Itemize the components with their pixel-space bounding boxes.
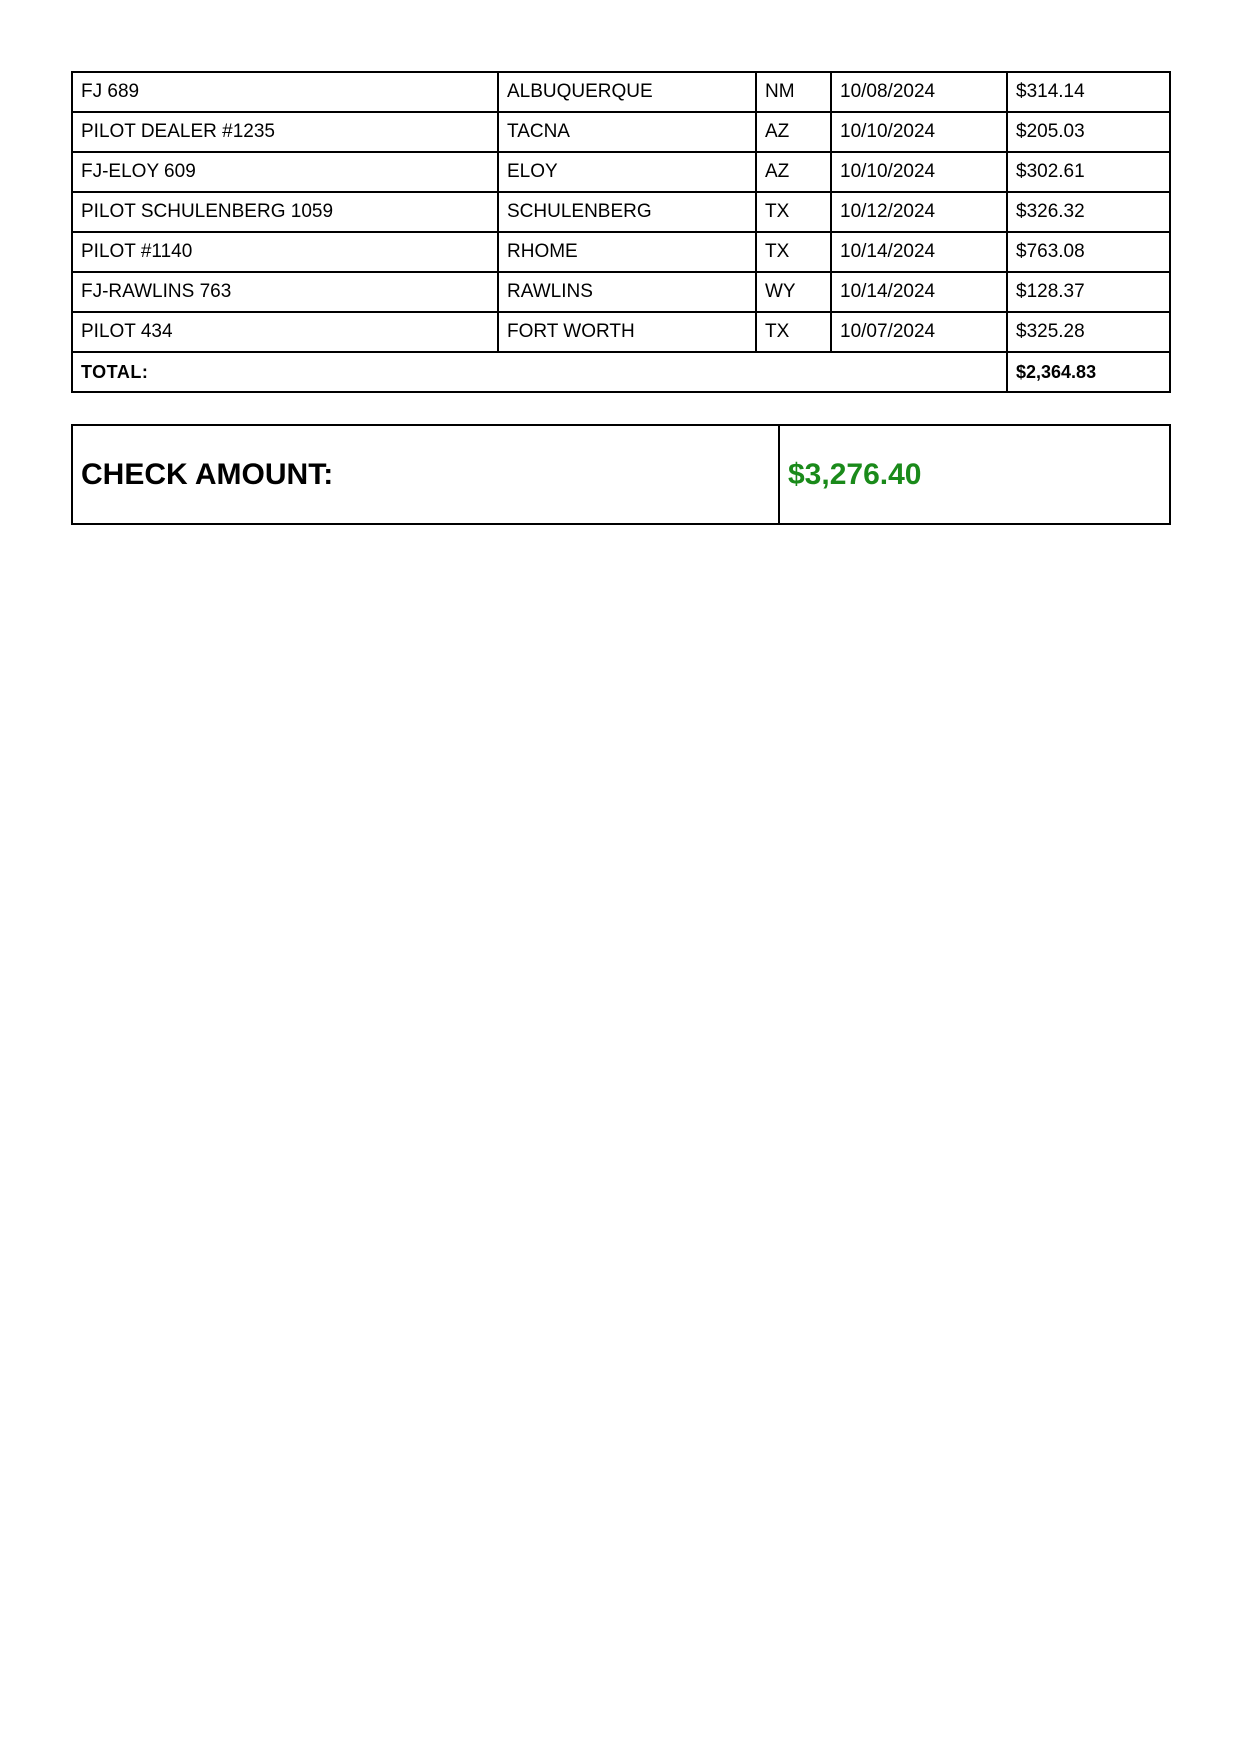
check-amount-value: $3,276.40 bbox=[779, 425, 1170, 524]
date-cell: 10/12/2024 bbox=[831, 192, 1007, 232]
city-cell: SCHULENBERG bbox=[498, 192, 756, 232]
state-cell: TX bbox=[756, 192, 831, 232]
table-row bbox=[72, 312, 1170, 352]
state-cell: TX bbox=[756, 232, 831, 272]
location-cell: FJ-RAWLINS 763 bbox=[72, 272, 498, 312]
table-row bbox=[72, 112, 1170, 152]
amount-cell: $314.14 bbox=[1007, 72, 1170, 112]
amount-cell: $326.32 bbox=[1007, 192, 1170, 232]
date-cell: 10/14/2024 bbox=[831, 232, 1007, 272]
city-cell: ALBUQUERQUE bbox=[498, 72, 756, 112]
amount-cell: $325.28 bbox=[1007, 312, 1170, 352]
city-cell: RHOME bbox=[498, 232, 756, 272]
location-cell: FJ 689 bbox=[72, 72, 498, 112]
check-amount-box bbox=[71, 424, 1171, 525]
city-cell: RAWLINS bbox=[498, 272, 756, 312]
date-cell: 10/10/2024 bbox=[831, 112, 1007, 152]
amount-cell: $205.03 bbox=[1007, 112, 1170, 152]
amount-cell: $302.61 bbox=[1007, 152, 1170, 192]
date-cell: 10/14/2024 bbox=[831, 272, 1007, 312]
fuel-purchase-table bbox=[71, 71, 1171, 393]
date-cell: 10/10/2024 bbox=[831, 152, 1007, 192]
city-cell: TACNA bbox=[498, 112, 756, 152]
table-row bbox=[72, 72, 1170, 112]
table-row bbox=[72, 152, 1170, 192]
state-cell: TX bbox=[756, 312, 831, 352]
table-row bbox=[72, 192, 1170, 232]
check-amount-row bbox=[72, 425, 1170, 524]
state-cell: WY bbox=[756, 272, 831, 312]
date-cell: 10/07/2024 bbox=[831, 312, 1007, 352]
city-cell: ELOY bbox=[498, 152, 756, 192]
total-row bbox=[72, 352, 1170, 392]
table-row bbox=[72, 272, 1170, 312]
amount-cell: $128.37 bbox=[1007, 272, 1170, 312]
total-value: $2,364.83 bbox=[1007, 352, 1170, 392]
location-cell: PILOT SCHULENBERG 1059 bbox=[72, 192, 498, 232]
location-cell: PILOT 434 bbox=[72, 312, 498, 352]
check-amount-label: CHECK AMOUNT: bbox=[72, 425, 779, 524]
state-cell: NM bbox=[756, 72, 831, 112]
location-cell: FJ-ELOY 609 bbox=[72, 152, 498, 192]
total-spacer bbox=[831, 352, 1007, 392]
state-cell: AZ bbox=[756, 112, 831, 152]
location-cell: PILOT DEALER #1235 bbox=[72, 112, 498, 152]
total-label: TOTAL: bbox=[72, 352, 831, 392]
amount-cell: $763.08 bbox=[1007, 232, 1170, 272]
date-cell: 10/08/2024 bbox=[831, 72, 1007, 112]
city-cell: FORT WORTH bbox=[498, 312, 756, 352]
table-row bbox=[72, 232, 1170, 272]
location-cell: PILOT #1140 bbox=[72, 232, 498, 272]
state-cell: AZ bbox=[756, 152, 831, 192]
